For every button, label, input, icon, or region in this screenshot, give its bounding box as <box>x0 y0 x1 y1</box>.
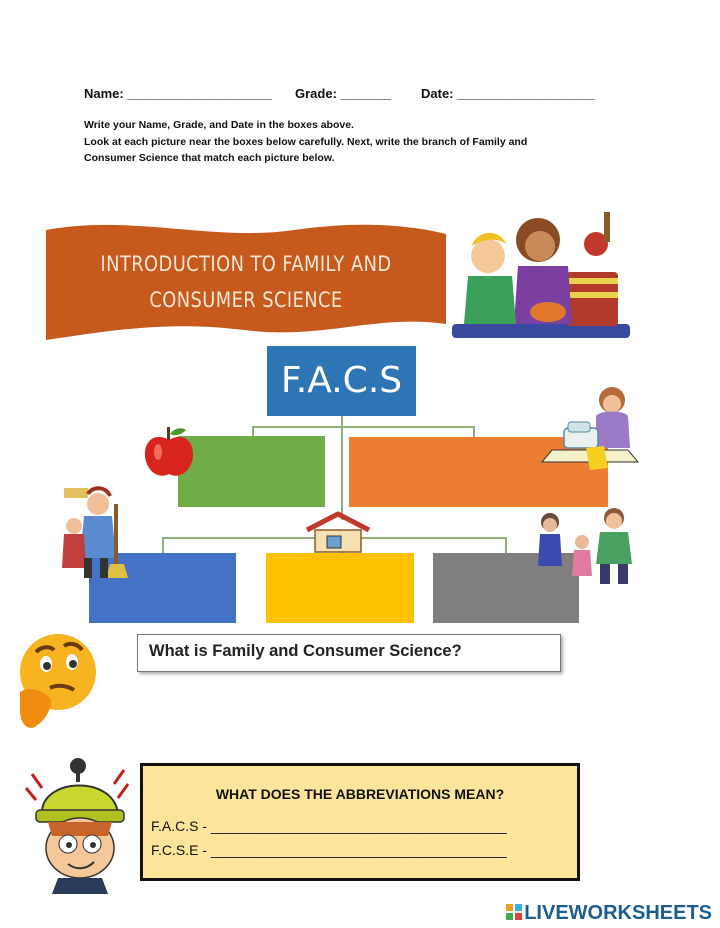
facs-root-box <box>267 346 416 416</box>
banner-title-line-1: INTRODUCTION TO FAMILY AND <box>100 252 392 276</box>
abbreviations-box <box>140 763 580 881</box>
abbreviations-title: WHAT DOES THE ABBREVIATIONS MEAN? <box>215 786 505 802</box>
instruction-line-2: Look at each picture near the boxes below carefully. Next, write the branch of Family and <box>84 136 528 148</box>
connector-line <box>505 537 507 553</box>
thinking-emoji <box>14 628 98 732</box>
family-cooking-clipart <box>448 206 634 342</box>
connector-line <box>162 537 164 553</box>
family-clipart <box>534 506 644 586</box>
branch-box-green[interactable] <box>178 436 325 507</box>
fcse-answer-field[interactable]: F.C.S.E - ______________________________________ <box>151 842 507 858</box>
apple-icon <box>142 424 196 480</box>
house-icon <box>303 510 373 554</box>
grade-field[interactable]: Grade: _______ <box>295 86 392 101</box>
logo-text: LIVEWORKSHEETS <box>524 902 712 924</box>
liveworksheets-logo[interactable] <box>506 902 712 925</box>
instruction-line-3: Consumer Science that match each picture below. <box>84 152 335 164</box>
cleaning-family-clipart <box>54 484 138 582</box>
question-text: What is Family and Consumer Science? <box>149 642 462 660</box>
thinking-cap-kid-clipart <box>18 744 140 894</box>
liveworksheets-logo-icon <box>506 904 522 920</box>
banner-shape <box>44 220 448 340</box>
facs-answer-field[interactable]: F.A.C.S - ______________________________________ <box>151 818 507 834</box>
facs-root-label: F.A.C.S <box>280 360 403 401</box>
banner-title-line-2: CONSUMER SCIENCE <box>149 288 343 312</box>
sewing-woman-clipart <box>540 382 642 474</box>
date-field[interactable]: Date: ___________________ <box>421 86 595 101</box>
question-box[interactable] <box>137 634 561 672</box>
title-banner <box>44 220 448 340</box>
connector-line <box>341 436 343 520</box>
branch-box-yellow[interactable] <box>266 553 414 623</box>
instruction-line-1: Write your Name, Grade, and Date in the boxes above. <box>84 119 354 131</box>
connector-line <box>252 426 474 428</box>
name-field[interactable]: Name: ____________________ <box>84 86 272 101</box>
